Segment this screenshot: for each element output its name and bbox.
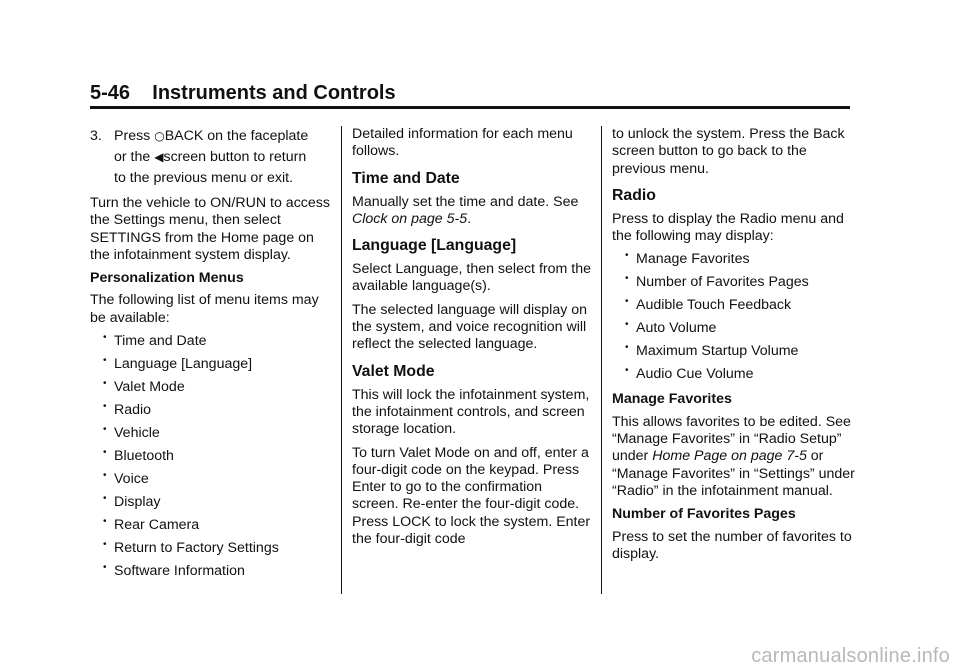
heading-valet-mode: Valet Mode [352, 362, 435, 380]
step-text: Press [114, 128, 155, 144]
list-item: • Voice [103, 470, 149, 488]
column-3 [612, 126, 857, 569]
step-number: 3. [90, 128, 102, 144]
column-divider-2 [601, 126, 602, 594]
back-arrow-icon: ◀ [154, 150, 164, 164]
column-divider-1 [341, 126, 342, 594]
list-item: • Bluetooth [103, 447, 174, 465]
menu-items-list [90, 333, 335, 580]
step-3 [90, 126, 335, 189]
bullet-icon: • [103, 539, 107, 551]
bullet-icon: • [103, 355, 107, 367]
paragraph: Turn the vehicle to ON/RUN to access the Settings menu, then select SETTINGS from the Home page on the infotainment system display. [90, 195, 330, 263]
subheading-number-of-favorites-pages: Number of Favorites Pages [612, 506, 796, 523]
list-item: • Software Information [103, 562, 245, 580]
heading-radio: Radio [612, 186, 656, 204]
paragraph: The selected language will display on the system, and voice recognition will reflect the selected language. [352, 301, 588, 353]
list-item: • Manage Favorites [625, 250, 750, 268]
list-item: • Audible Touch Feedback [625, 296, 792, 314]
back-button-icon: ○ [154, 129, 165, 143]
step-text: screen button to return [163, 149, 307, 165]
paragraph: The following list of menu items may be available: [90, 292, 319, 326]
paragraph: to unlock the system. Press the Back screen button to go back to the previous menu. [612, 126, 845, 177]
page-number: 5-46 [90, 82, 131, 104]
section-title: Instruments and Controls [152, 82, 396, 104]
bullet-icon: • [625, 250, 629, 262]
heading-time-and-date: Time and Date [352, 169, 460, 187]
paragraph: Press to set the number of favorites to display. [612, 528, 852, 562]
paragraph: Press to display the Radio menu and the following may display: [612, 210, 844, 245]
list-item: • Time and Date [103, 332, 207, 350]
paragraph: Select Language, then select from the available language(s). [352, 261, 591, 295]
bullet-icon: • [103, 332, 107, 344]
heading-language: Language [Language] [352, 237, 517, 255]
paragraph: This will lock the infotainment system, the infotainment controls, and screen storage location. [352, 386, 590, 438]
step-text: to the previous menu or exit. [114, 170, 294, 186]
column-2 [352, 126, 592, 554]
paragraph: This allows favorites to be edited. See “Manage Favorites” in “Radio Setup” under Home Page on page 7-5 or “Manage Favorites” in “Settings” under “Radio” in the infotainment manual. [612, 413, 855, 499]
bullet-icon: • [103, 424, 107, 436]
list-item: • Radio [103, 401, 152, 419]
list-item: • Vehicle [103, 424, 160, 442]
list-item: • Valet Mode [103, 378, 185, 396]
bullet-icon: • [103, 516, 107, 528]
bullet-icon: • [625, 296, 629, 308]
list-item: • Rear Camera [103, 516, 200, 534]
paragraph: To turn Valet Mode on and off, enter a four-digit code on the keypad. Press Enter to go to the confirmation screen. Re-enter the four-digit code. Press LOCK to lock the system. Enter the four-digit code [352, 444, 591, 548]
bullet-icon: • [103, 447, 107, 459]
bullet-icon: • [625, 365, 629, 377]
paragraph: Detailed information for each menu follows. [352, 126, 573, 160]
list-item: • Maximum Startup Volume [625, 342, 799, 360]
home-page-reference[interactable]: Home Page on page 7-5 [652, 448, 807, 465]
step-text: BACK on the faceplate [164, 128, 309, 144]
list-item: • Display [103, 493, 161, 511]
list-item: • Auto Volume [625, 319, 717, 337]
bullet-icon: • [103, 378, 107, 390]
list-item: • Audio Cue Volume [625, 365, 754, 383]
list-item: • Number of Favorites Pages [625, 273, 809, 291]
subheading-manage-favorites: Manage Favorites [612, 391, 732, 408]
list-item: • Return to Factory Settings [103, 539, 279, 557]
column-1 [90, 126, 335, 588]
bullet-icon: • [103, 562, 107, 574]
bullet-icon: • [625, 319, 629, 331]
bullet-icon: • [103, 401, 107, 413]
radio-items-list [612, 251, 857, 383]
bullet-icon: • [103, 493, 107, 505]
watermark: carmanualsonline.info [751, 645, 950, 667]
bullet-icon: • [103, 470, 107, 482]
bullet-icon: • [625, 342, 629, 354]
subheading-personalization-menus: Personalization Menus [90, 270, 244, 287]
bullet-icon: • [625, 273, 629, 285]
clock-page-reference[interactable]: Clock on page 5-5 [352, 210, 468, 227]
paragraph: Manually set the time and date. See Clock on page 5-5. [352, 193, 579, 227]
step-text: or the [114, 149, 155, 165]
page-header [90, 80, 850, 109]
list-item: • Language [Language] [103, 355, 253, 373]
